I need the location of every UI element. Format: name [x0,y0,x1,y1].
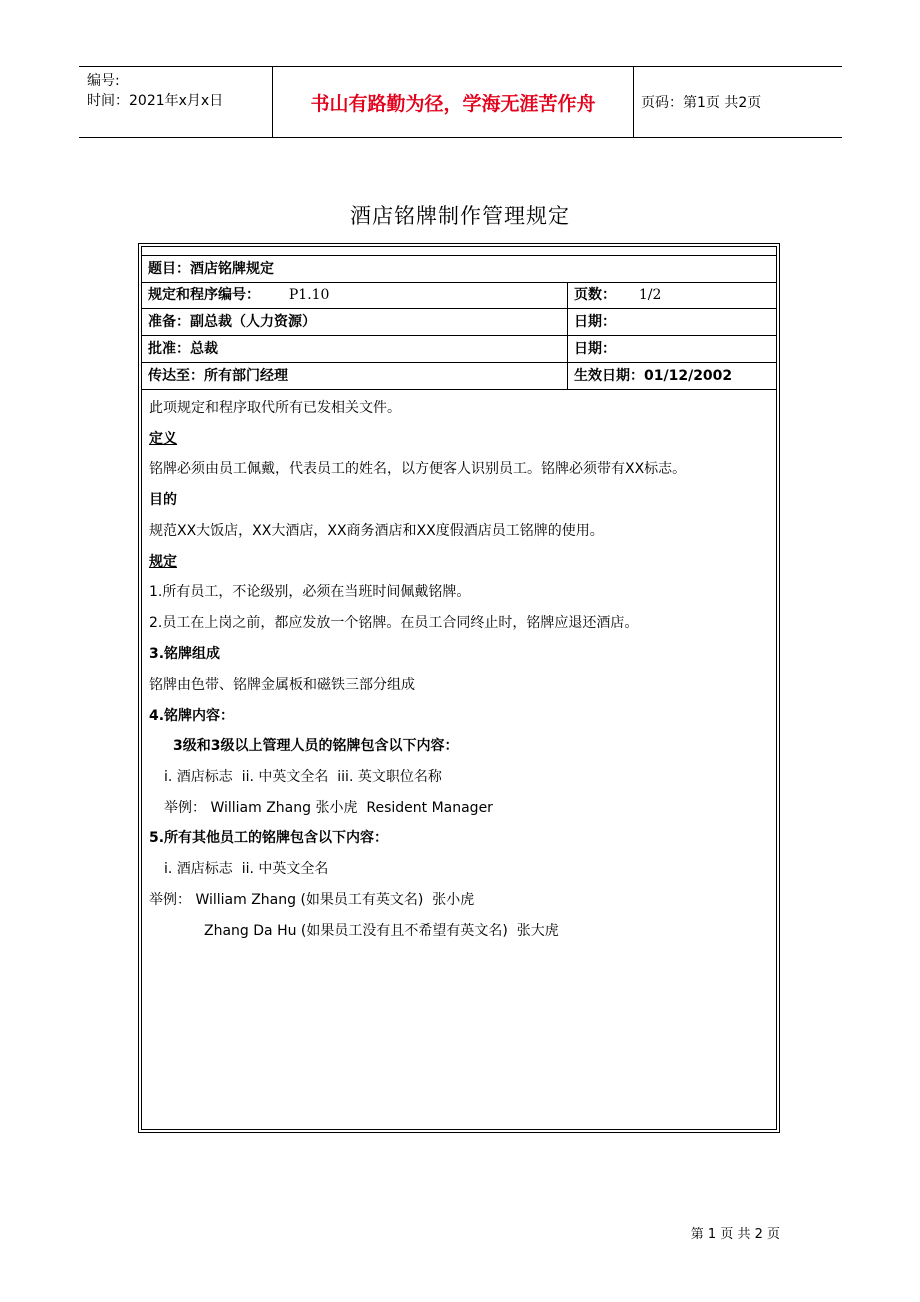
pages-label: 页数： [574,287,616,303]
rule-4-heading: 4.铭牌内容： [149,708,235,724]
document-table-inner [141,246,777,1130]
approved-row [142,336,776,363]
pages-cell [568,282,661,308]
prepared-cell: 准备：副总裁（人力资源） [148,314,316,330]
rule-5-items: i. 酒店标志 ii. 中英文全名 [164,861,329,877]
purpose-text: 规范XX大饭店，XX大酒店，XX商务酒店和XX度假酒店员工铭牌的使用。 [149,523,604,539]
rule-5-heading: 5.所有其他员工的铭牌包含以下内容： [149,830,389,846]
rule-3-heading: 3.铭牌组成 [149,646,221,662]
definition-heading: 定义 [149,431,177,447]
pages-value: 1/2 [638,287,662,303]
approved-cell: 批准：总裁 [148,341,218,357]
subject-row [142,255,776,283]
rule-number-row [142,282,776,309]
page-header [79,66,842,138]
subject-cell: 题目：酒店铭牌规定 [148,261,274,277]
header-meta [87,71,223,111]
rules-heading: 规定 [149,554,177,570]
purpose-heading: 目的 [149,492,177,508]
header-motto: 书山有路勤为径，学海无涯苦作舟 [310,92,596,115]
date-cell: 日期： [574,314,616,330]
distribution-cell: 传达至：所有部门经理 [148,368,288,384]
page-footer: 第 1 页 共 2 页 [690,1227,780,1242]
definition-text: 铭牌必须由员工佩戴，代表员工的姓名，以方便客人识别员工。铭牌必须带有XX标志。 [149,461,687,477]
header-divider [633,67,634,137]
rule-number-label: 规定和程序编号： [148,287,260,303]
document-title: 酒店铭牌制作管理规定 [350,204,570,228]
prepared-row [142,309,776,336]
rule-4-subheading: 3级和3级以上管理人员的铭牌包含以下内容： [173,738,459,754]
intro-text: 此项规定和程序取代所有已发相关文件。 [149,400,401,416]
rule-5-example-2: Zhang Da Hu (如果员工没有且不希望有英文名) 张大虎 [204,923,559,939]
rule-2: 2.员工在上岗之前，都应发放一个铭牌。在员工合同终止时，铭牌应退还酒店。 [149,615,639,631]
distribution-row [142,363,776,390]
header-page-info: 页码：第1页 共2页 [641,95,762,111]
rule-number-cell [142,282,329,308]
document-table [138,243,780,1133]
time-label: 时间：2021年x月x日 [87,93,224,109]
rule-5-example-1: 举例： William Zhang (如果员工有英文名) 张小虎 [149,892,475,908]
number-label: 编号: [87,73,120,89]
effective-date-cell: 生效日期：01/12/2002 [574,368,733,384]
rule-1: 1.所有员工，不论级别，必须在当班时间佩戴铭牌。 [149,584,471,600]
rule-3-text: 铭牌由色带、铭牌金属板和磁铁三部分组成 [149,677,415,693]
rule-number-value: P1.10 [288,287,330,303]
rule-4-example: 举例： William Zhang 张小虎 Resident Manager [164,800,493,816]
rule-4-items: i. 酒店标志 ii. 中英文全名 iii. 英文职位名称 [164,769,442,785]
date-cell: 日期： [574,341,616,357]
